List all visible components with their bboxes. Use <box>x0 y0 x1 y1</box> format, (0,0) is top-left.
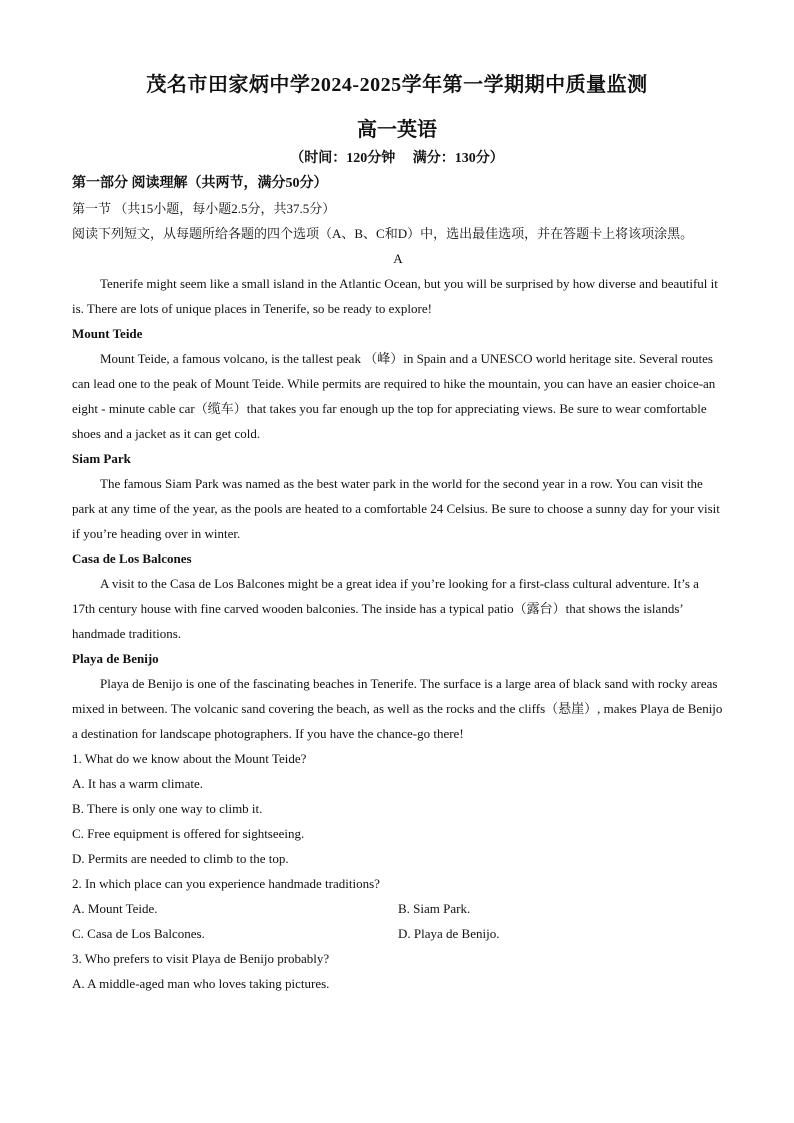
part-heading: 第一部分 阅读理解（共两节，满分50分） <box>72 176 328 191</box>
answer-option: D. Permits are needed to climb to the top. <box>72 851 289 866</box>
section-title: Playa de Benijo <box>72 651 159 666</box>
answer-option: A. Mount Teide. <box>72 901 158 916</box>
question-stem: 2. In which place can you experience handmade traditions? <box>72 876 380 891</box>
question-stem: 3. Who prefers to visit Playa de Benijo probably? <box>72 951 330 966</box>
section-title: Siam Park <box>72 451 131 466</box>
exam-content <box>72 171 724 996</box>
answer-option: A. A middle-aged man who loves taking pictures. <box>72 976 330 991</box>
answer-option: D. Playa de Benijo. <box>398 926 500 941</box>
section-heading: 第一节 （共15小题，每小题2.5分，共37.5分） <box>72 201 336 216</box>
answer-option: A. It has a warm climate. <box>72 776 204 791</box>
answer-option: B. There is only one way to climb it. <box>72 801 263 816</box>
section-text: Playa de Benijo is one of the fascinating beaches in Tenerife. The surface is a large area of black sand with rocky areas mixed in between. The volcanic sand covering the beach, as well as the rocks and the cliffs（悬崖）, makes Playa de Benijo a destination for landscape photographers. If you have the chance-go there! <box>72 676 723 741</box>
section-text: The famous Siam Park was named as the best water park in the world for the second year in a row. You can visit the park at any time of the year, as the pools are heated to a comfortable 24 Celsius. Be sure to choose a sunny day for your visit if you’re heading over in winter. <box>72 476 720 541</box>
section-title: Casa de Los Balcones <box>72 551 192 566</box>
exam-title: 茂名市田家炳中学2024-2025学年第一学期期中质量监测 <box>146 74 648 96</box>
answer-option: C. Casa de Los Balcones. <box>72 926 205 941</box>
answer-option: C. Free equipment is offered for sightseeing. <box>72 826 305 841</box>
option-row <box>72 896 724 921</box>
exam-subject: 高一英语 <box>357 119 437 141</box>
section-title: Mount Teide <box>72 326 143 341</box>
section-text: A visit to the Casa de Los Balcones might be a great idea if you’re looking for a first-class cultural adventure. It’s a 17th century house with fine carved wooden balconies. The inside has a typical patio（露台）that shows the islands’ handmade traditions. <box>72 576 699 641</box>
passage-intro: Tenerife might seem like a small island in the Atlantic Ocean, but you will be surprised by how diverse and beautiful it is. There are lots of unique places in Tenerife, so be ready to explore! <box>72 276 718 316</box>
option-row <box>72 921 724 946</box>
passage-label: A <box>393 251 403 266</box>
section-text: Mount Teide, a famous volcano, is the tallest peak （峰）in Spain and a UNESCO world heritage site. Several routes can lead one to the peak of Mount Teide. While permits are required to hike the mountain, you can have an easier choice-an eight - minute cable car（缆车）that takes you far enough up the top for appreciating views. Be sure to wear comfortable shoes and a jacket as it can get cold. <box>72 351 716 441</box>
time-info: （时间：120分钟 满分：130分） <box>290 151 504 166</box>
question-stem: 1. What do we know about the Mount Teide? <box>72 751 307 766</box>
instructions: 阅读下列短文，从每题所给各题的四个选项（A、B、C和D）中，选出最佳选项，并在答题卡上将该项涂黑。 <box>72 226 694 241</box>
answer-option: B. Siam Park. <box>398 901 471 916</box>
